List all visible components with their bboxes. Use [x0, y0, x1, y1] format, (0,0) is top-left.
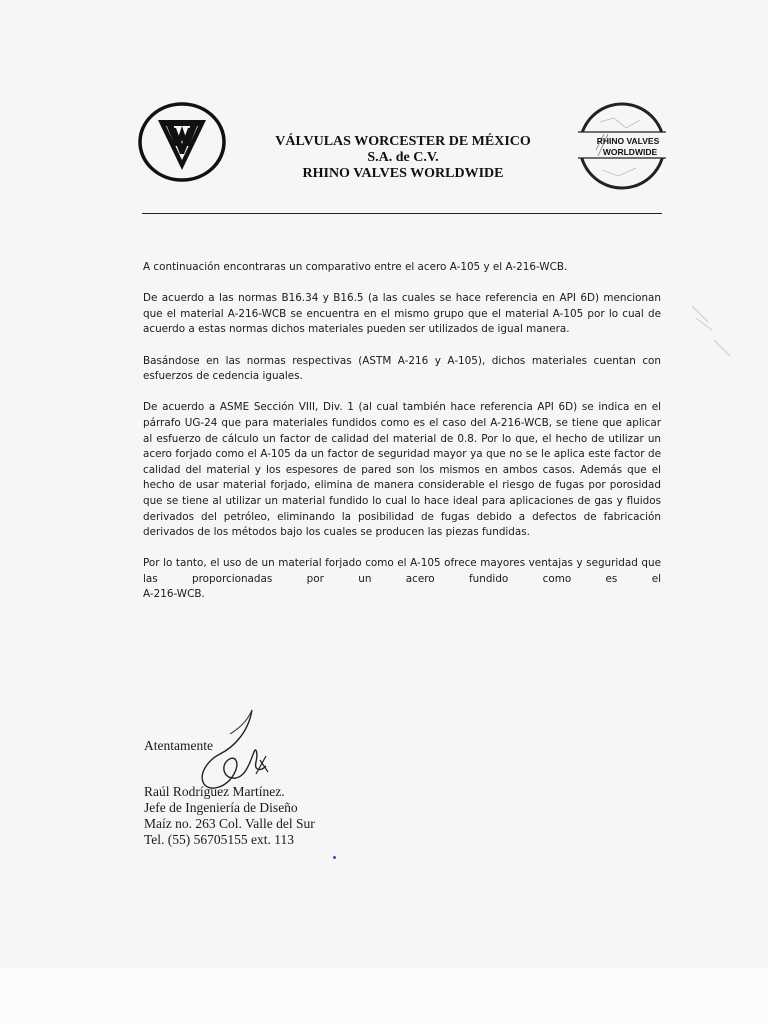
paragraph-conclusion: Por lo tanto, el uso de un material forjado como el A-105 ofrece mayores ventajas y seguridad que las proporcionadas por un acero fundido como es el [143, 557, 661, 585]
paragraph-intro: A continuación encontraras un comparativo entre el acero A-105 y el A-216-WCB. [143, 261, 568, 273]
rhino-valves-logo-icon [574, 100, 670, 192]
paragraph-conclusion-end: A-216-WCB. [143, 588, 205, 601]
paper-crease-mark [686, 300, 746, 380]
paragraph-standards: De acuerdo a las normas B16.34 y B16.5 (a las cuales se hace referencia en API 6D) mencionan que el material A-216-WCB se encuentra en el mismo grupo que el material A-105 por lo cual de acuerdo a estas normas dichos materiales pueden ser utilizados de igual manera. [143, 292, 661, 336]
company-header [230, 134, 576, 182]
svg-text:RHINO VALVES: RHINO VALVES [596, 136, 660, 146]
salutation: Atentamente [144, 738, 213, 753]
company-brand: RHINO VALVES WORLDWIDE [302, 166, 504, 181]
worcester-logo-icon [136, 100, 230, 184]
letter-body [143, 260, 661, 603]
svg-text:WORLDWIDE: WORLDWIDE [602, 147, 658, 157]
company-name: VÁLVULAS WORCESTER DE MÉXICO [275, 134, 531, 149]
paragraph-asme: De acuerdo a ASME Sección VIII, Div. 1 (al cual también hace referencia API 6D) se indica en el párrafo UG-24 que para materiales fundidos como es el caso del A-216-WCB, se tiene que aplicar al esfuerzo de cálculo un factor de calidad del material de 0.8. Por lo que, el hecho de utilizar un acero forjado como el A-105 da un factor de seguridad mayor ya que no se le aplica este factor de calidad del material y los espesores de pared son los mismos en ambos casos. Además que el hecho de usar material forjado, elimina de manera considerable el riesgo de fugas por porosidad que se tiene al utilizar un material fundido lo cual lo hace ideal para aplicaciones de gas y fluidos derivados del petróleo, eliminando la posibilidad de fugas debido a defectos de fabricación derivados de los métodos bajo los cuales se producen las piezas fundidas. [143, 401, 661, 539]
signer-name: Raúl Rodríguez Martínez. [144, 784, 285, 799]
ink-dot [333, 856, 336, 859]
signer-address: Maíz no. 263 Col. Valle del Sur [144, 816, 315, 831]
signer-title: Jefe de Ingeniería de Diseño [144, 800, 298, 815]
signer-phone: Tel. (55) 56705155 ext. 113 [144, 832, 295, 847]
paragraph-yield: Basándose en las normas respectivas (ASTM A-216 y A-105), dichos materiales cuentan con esfuerzos de cedencia iguales. [143, 354, 661, 383]
header-divider [142, 213, 662, 214]
company-type: S.A. de C.V. [367, 150, 439, 165]
signature-block [144, 784, 315, 848]
page-bottom-margin [0, 968, 768, 1024]
